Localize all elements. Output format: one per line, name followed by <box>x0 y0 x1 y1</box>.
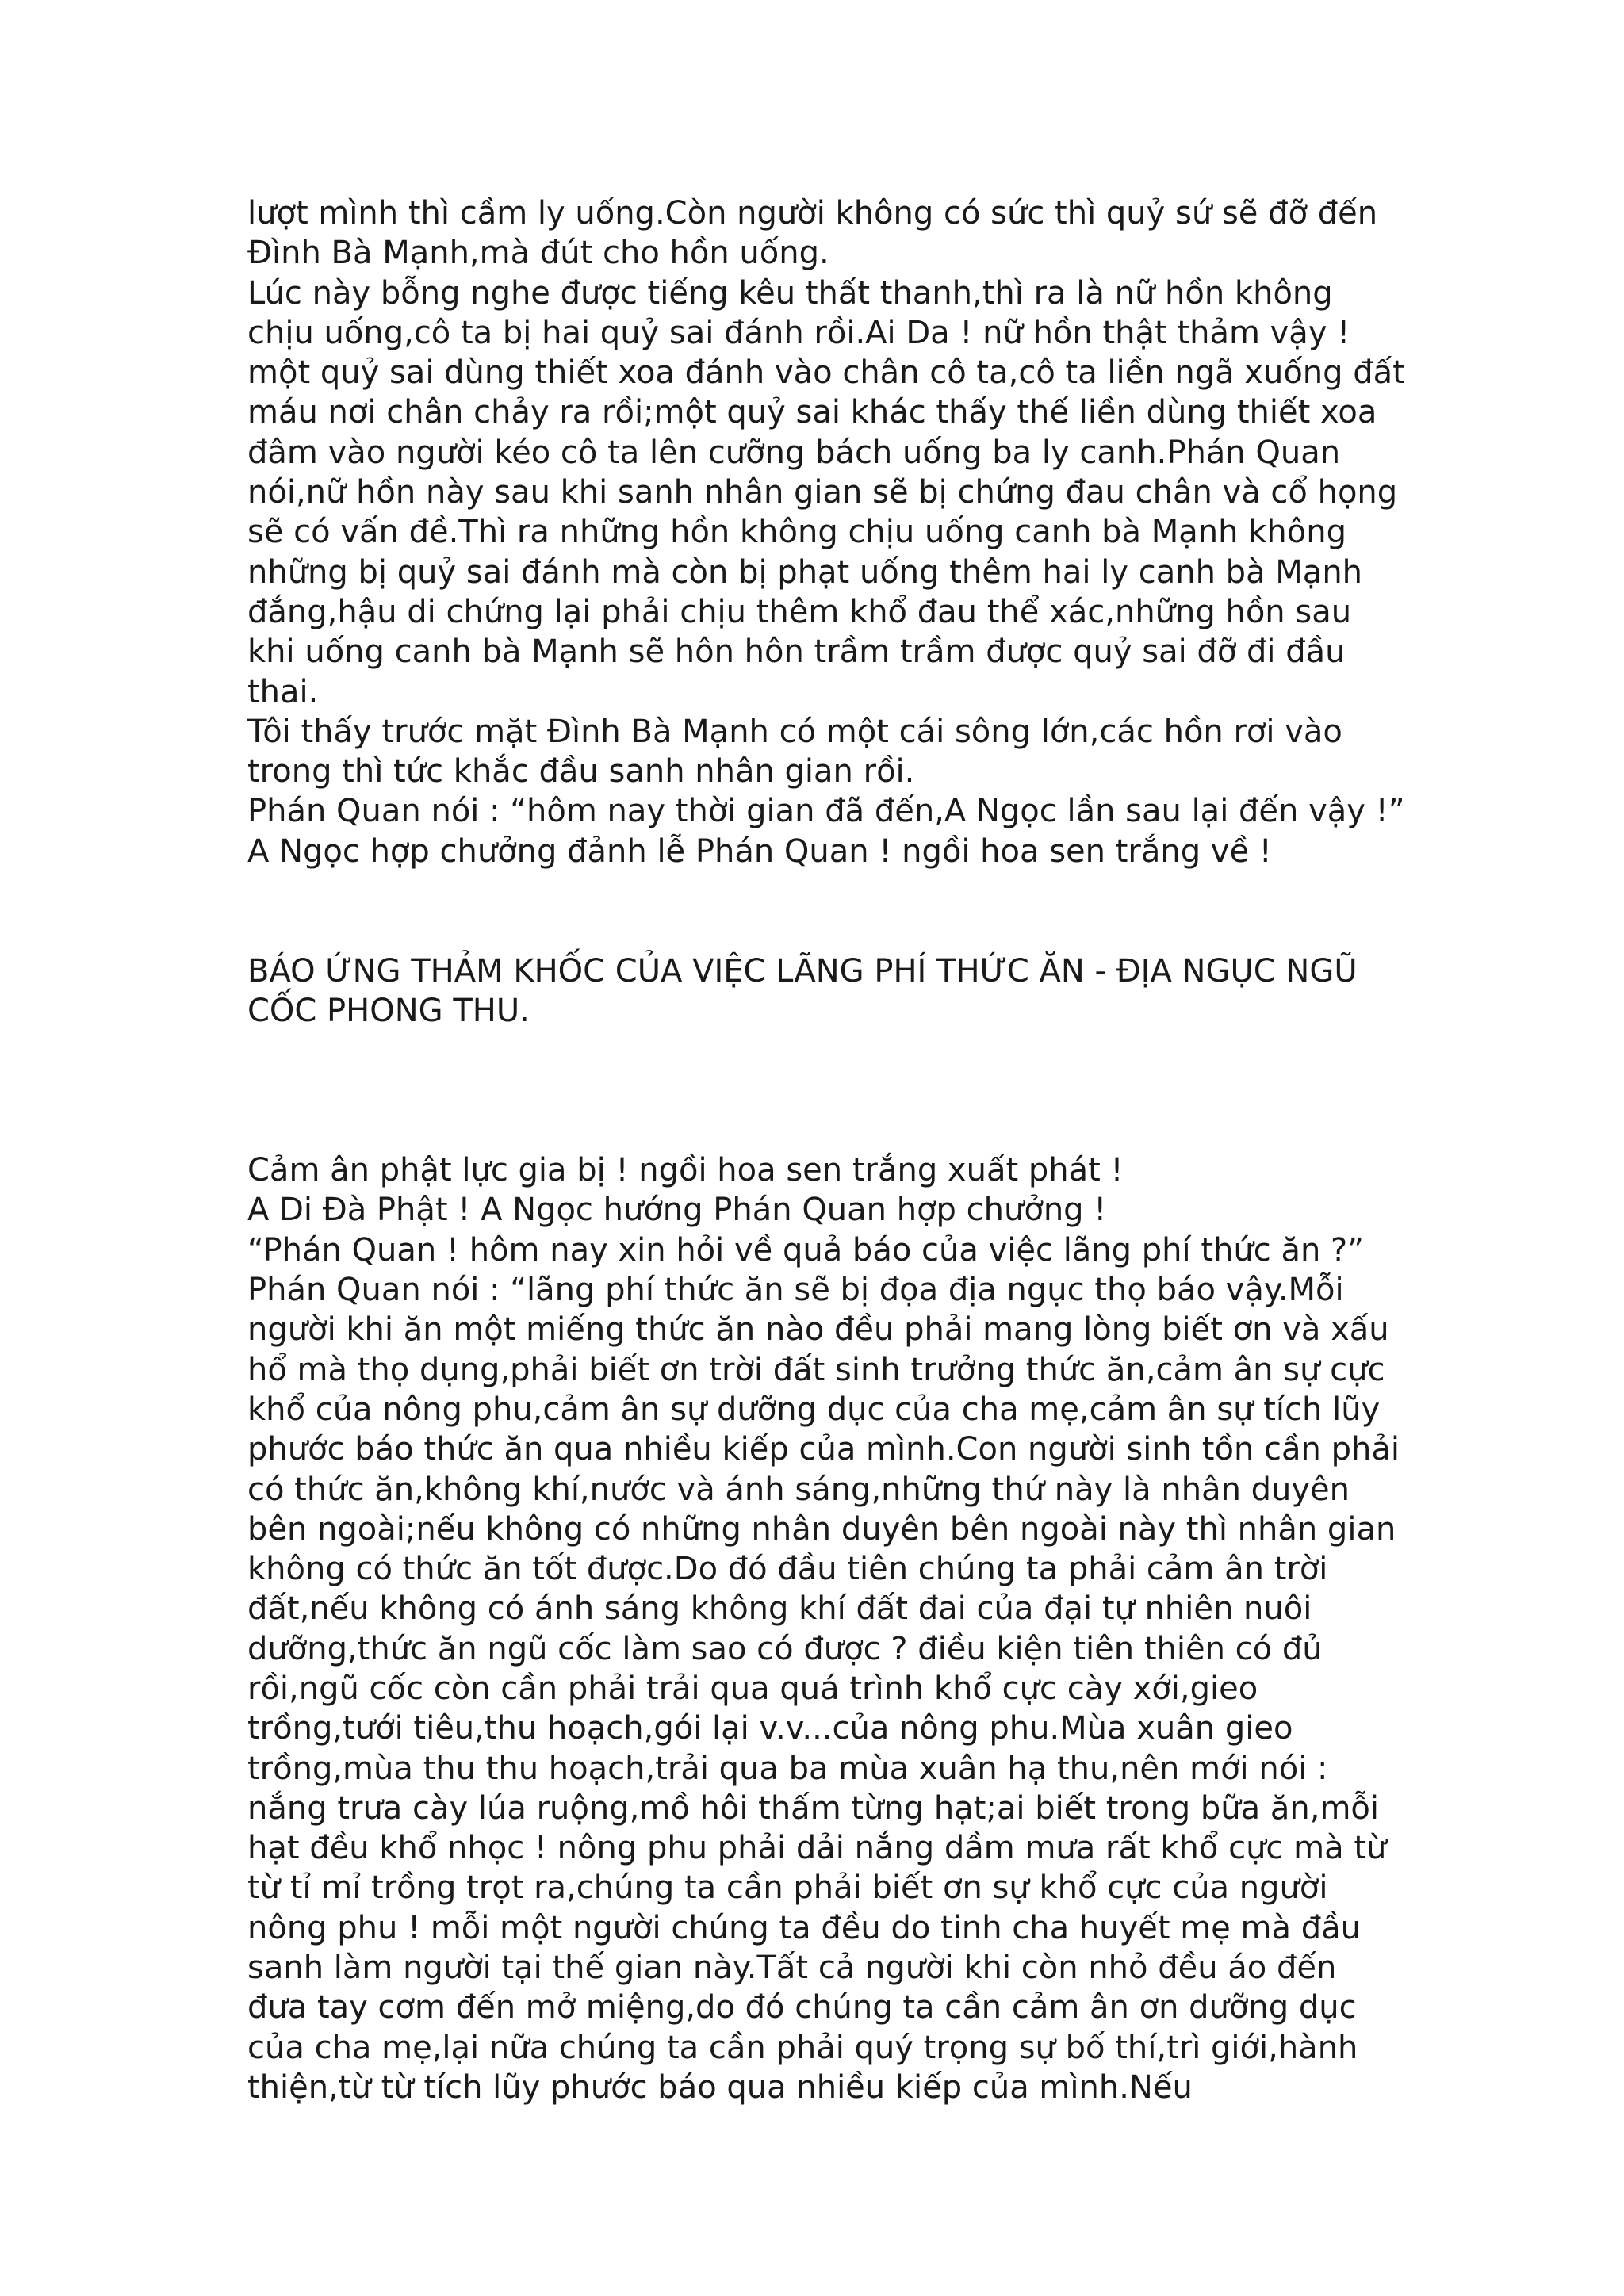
paragraph: Phán Quan nói : “lãng phí thức ăn sẽ bị đọa địa ngục thọ báo vậy.Mỗi người khi ăn một miếng thức ăn nào đều phải mang lòng biết ơn và xấu hổ mà thọ dụng,phải biết ơn trời đất sinh trưởng thức ăn,cảm ân sự cực khổ của nông phu,cảm ân sự dưỡng dục của cha mẹ,cảm ân sự tích lũy phước báo thức ăn qua nhiều kiếp của mình.Con người sinh tồn cần phải có thức ăn,không khí,nước và ánh sáng,những thứ này là nhân duyên bên ngoài;nếu không có những nhân duyên bên ngoài này thì nhân gian không có thức ăn tốt được.Do đó đầu tiên chúng ta phải cảm ân trời đất,nếu không có ánh sáng không khí đất đai của đại tự nhiên nuôi dưỡng,thức ăn ngũ cốc làm sao có được ? điều kiện tiên thiên có đủ rồi,ngũ cốc còn cần phải trải qua quá trình khổ cực cày xới,gieo trồng,tưới tiêu,thu hoạch,gói lại v.v...của nông phu.Mùa xuân gieo trồng,mùa thu thu hoạch,trải qua ba mùa xuân hạ thu,nên mới nói : nắng trưa cày lúa ruộng,mồ hôi thấm từng hạt;ai biết trong bữa ăn,mỗi hạt đều khổ nhọc ! nông phu phải dải nắng dầm mưa rất khổ cực mà từ từ tỉ mỉ trồng trọt ra,chúng ta cần phải biết ơn sự khổ cực của người nông phu ! mỗi một người chúng ta đều do tinh cha huyết mẹ mà đầu sanh làm người tại thế gian này.Tất cả người khi còn nhỏ đều áo đến đưa tay cơm đến mở miệng,do đó chúng ta cần cảm ân ơn dưỡng dục của cha mẹ,lại nữa chúng ta cần phải quý trọng sự bố thí,trì giới,hành thiện,từ từ tích lũy phước báo qua nhiều kiếp của mình.Nếu <box>247 1272 1400 2106</box>
blank-space <box>247 1031 1405 1150</box>
paragraph: lượt mình thì cầm ly uống.Còn người không có sức thì quỷ sứ sẽ đỡ đến Đình Bà Mạnh,mà đút cho hồn uống. <box>247 195 1378 272</box>
paragraph: “Phán Quan ! hôm nay xin hỏi về quả báo của việc lãng phí thức ăn ?” <box>247 1231 1364 1269</box>
document-body <box>247 193 1405 2107</box>
paragraph: Tôi thấy trước mặt Đình Bà Mạnh có một cái sông lớn,các hồn rơi vào trong thì tức khắc đầu sanh nhân gian rồi. <box>247 713 1342 790</box>
paragraph: Cảm ân phật lực gia bị ! ngồi hoa sen trắng xuất phát ! <box>247 1152 1124 1189</box>
section-heading: BÁO ỨNG THẢM KHỐC CỦA VIỆC LÃNG PHÍ THỨC ĂN - ĐỊA NGỤC NGŨ CỐC PHONG THU. <box>247 952 1358 1029</box>
paragraph: Phán Quan nói : “hôm nay thời gian đã đến,A Ngọc lần sau lại đến vậy !” <box>247 793 1405 830</box>
paragraph: A Di Đà Phật ! A Ngọc hướng Phán Quan hợp chưởng ! <box>247 1192 1107 1229</box>
paragraph: Lúc này bỗng nghe được tiếng kêu thất thanh,thì ra là nữ hồn không chịu uống,cô ta bị hai quỷ sai đánh rồi.Ai Da ! nữ hồn thật thảm vậy ! một quỷ sai dùng thiết xoa đánh vào chân cô ta,cô ta liền ngã xuống đất máu nơi chân chảy ra rồi;một quỷ sai khác thấy thế liền dùng thiết xoa đâm vào người kéo cô ta lên cưỡng bách uống ba ly canh.Phán Quan nói,nữ hồn này sau khi sanh nhân gian sẽ bị chứng đau chân và cổ họng sẽ có vấn đề.Thì ra những hồn không chịu uống canh bà Mạnh không những bị quỷ sai đánh mà còn bị phạt uống thêm hai ly canh bà Mạnh đắng,hậu di chứng lại phải chịu thêm khổ đau thể xác,những hồn sau khi uống canh bà Mạnh sẽ hôn hôn trầm trầm được quỷ sai đỡ đi đầu thai. <box>247 274 1405 710</box>
blank-space <box>247 871 1405 951</box>
paragraph: A Ngọc hợp chưởng đảnh lễ Phán Quan ! ngồi hoa sen trắng về ! <box>247 832 1272 870</box>
